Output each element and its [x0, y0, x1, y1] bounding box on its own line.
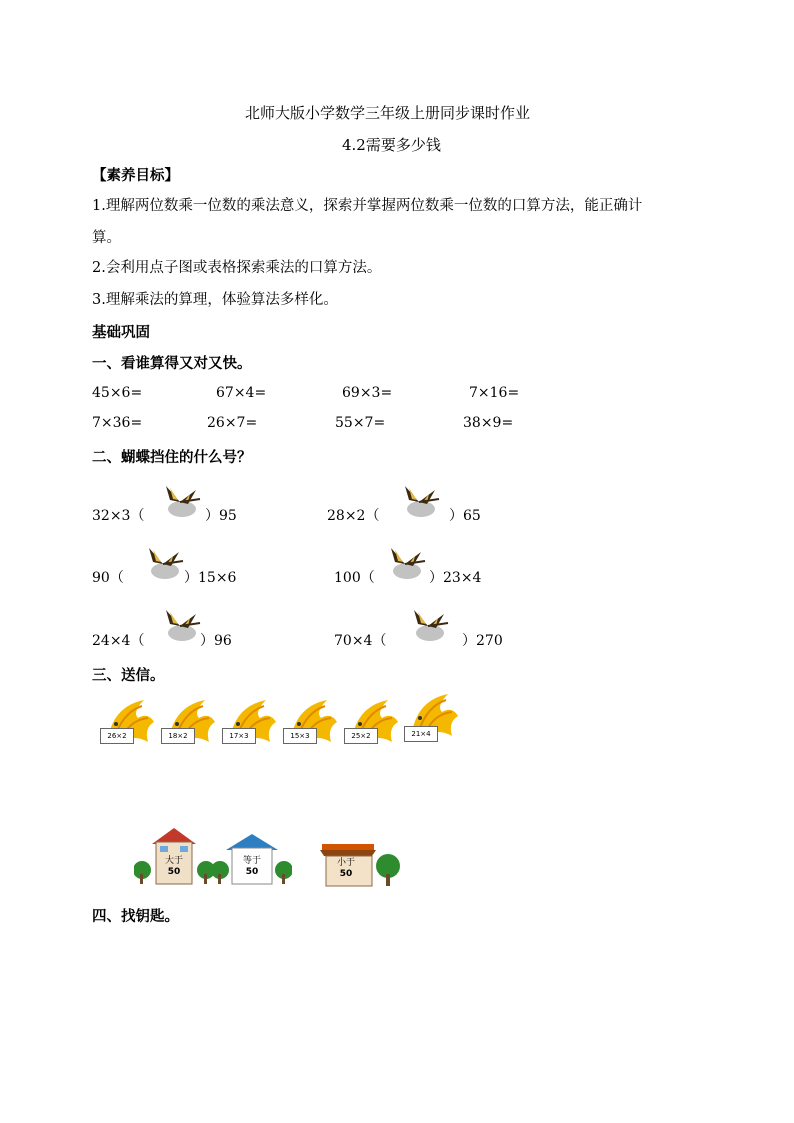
exercise-item: 38×9=	[463, 415, 514, 431]
house-label-text: 大于	[164, 856, 183, 866]
section1-heading: 一、看谁算得又对又快。	[92, 356, 252, 372]
compare-right: ）23×4	[429, 570, 482, 586]
compare-left: 90（	[92, 570, 124, 586]
butterfly-icon	[408, 606, 452, 642]
compare-left: 100（	[334, 570, 375, 586]
letter-tag: 17×3	[222, 728, 256, 744]
page-title: 北师大版小学数学三年级上册同步课时作业	[245, 104, 531, 122]
goal-line-2: 2.会利用点子图或表格探索乘法的口算方法。	[92, 260, 382, 276]
letter-bird	[165, 698, 217, 750]
section2-heading: 二、蝴蝶挡住的什么号？	[92, 450, 252, 466]
letter-bird	[408, 692, 460, 744]
compare-left: 32×3（	[92, 508, 145, 524]
exercise-item: 26×7=	[207, 415, 258, 431]
letter-tag: 21×4	[404, 726, 438, 742]
compare-left: 70×4（	[334, 633, 387, 649]
house-less	[318, 836, 398, 892]
exercise-item: 7×36=	[92, 415, 143, 431]
butterfly-icon	[160, 606, 204, 642]
compare-right: ）95	[205, 508, 237, 524]
letter-bird	[287, 698, 339, 750]
house-label-text: 等于	[242, 856, 261, 866]
basics-heading: 基础巩固	[92, 325, 150, 341]
page-subtitle: 4.2需要多少钱	[342, 136, 441, 154]
butterfly-icon	[160, 482, 204, 518]
house-label	[330, 858, 362, 880]
compare-right: ）15×6	[184, 570, 237, 586]
goal-line-3: 3.理解乘法的算理，体验算法多样化。	[92, 292, 338, 308]
letter-tag: 18×2	[161, 728, 195, 744]
compare-left: 28×2（	[327, 508, 380, 524]
goal-line-1a: 1.理解两位数乘一位数的乘法意义，探索并掌握两位数乘一位数的口算方法，能正确计	[92, 198, 643, 214]
letter-tag: 15×3	[283, 728, 317, 744]
goal-line-1b: 算。	[92, 230, 121, 246]
letter-bird	[226, 698, 278, 750]
letter-tag: 25×2	[344, 728, 378, 744]
house-label	[236, 856, 268, 878]
compare-right: ）96	[200, 633, 232, 649]
compare-right: ）270	[462, 633, 503, 649]
compare-left: 24×4（	[92, 633, 145, 649]
house-greater	[134, 826, 214, 882]
section3-heading: 三、送信。	[92, 668, 165, 684]
butterfly-icon	[143, 544, 187, 580]
butterfly-icon	[399, 482, 443, 518]
exercise-item: 55×7=	[335, 415, 386, 431]
section4-heading: 四、找钥匙。	[92, 909, 179, 925]
house-label-text: 小于	[336, 858, 355, 868]
letter-bird	[104, 698, 156, 750]
house-label-number: 50	[339, 869, 353, 879]
house-label-number: 50	[245, 867, 259, 877]
exercise-item: 7×16=	[469, 385, 520, 401]
house-equal	[212, 832, 292, 888]
butterfly-icon	[385, 544, 429, 580]
goals-heading: 【素养目标】	[92, 168, 179, 184]
exercise-item: 67×4=	[216, 385, 267, 401]
exercise-item: 45×6=	[92, 385, 143, 401]
letter-tag: 26×2	[100, 728, 134, 744]
house-label	[158, 856, 190, 878]
compare-right: ）65	[449, 508, 481, 524]
house-label-number: 50	[167, 867, 181, 877]
letter-bird	[348, 698, 400, 750]
exercise-item: 69×3=	[342, 385, 393, 401]
